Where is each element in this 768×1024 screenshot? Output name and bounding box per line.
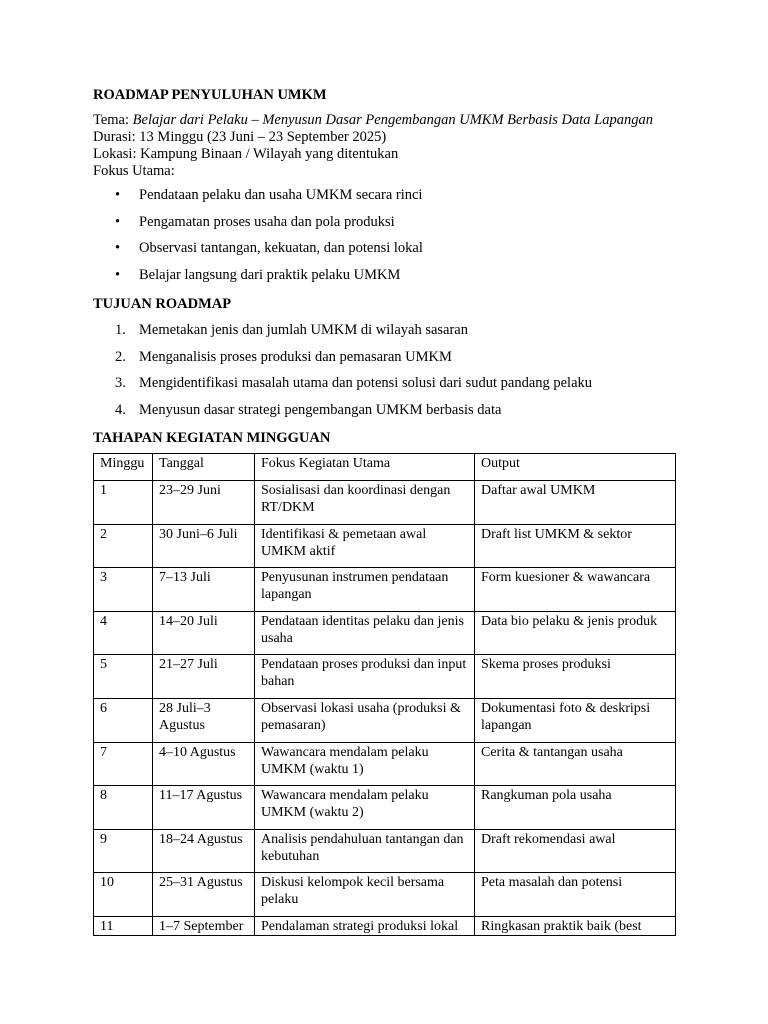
cell-output: Daftar awal UMKM <box>475 481 676 525</box>
cell-minggu: 8 <box>94 786 153 830</box>
cell-minggu: 11 <box>94 916 153 935</box>
list-item: • Observasi tantangan, kekuatan, dan potensi lokal <box>115 240 423 256</box>
cell-fokus: Identifikasi & pemetaan awal UMKM aktif <box>255 524 475 568</box>
cell-tanggal: 25–31 Agustus <box>153 873 255 917</box>
cell-output: Skema proses produksi <box>475 655 676 699</box>
cell-minggu: 5 <box>94 655 153 699</box>
table-row <box>94 916 676 935</box>
cell-fokus: Wawancara mendalam pelaku UMKM (waktu 2) <box>255 786 475 830</box>
table-row <box>94 611 676 655</box>
table-row <box>94 655 676 699</box>
lokasi-line: Lokasi: Kampung Binaan / Wilayah yang ditentukan <box>93 146 399 162</box>
fokus-line: Fokus Utama: <box>93 163 175 179</box>
cell-tanggal: 14–20 Juli <box>153 611 255 655</box>
document-title: ROADMAP PENYULUHAN UMKM <box>93 87 327 103</box>
bullet-icon: • <box>115 213 121 230</box>
tahapan-heading: TAHAPAN KEGIATAN MINGGUAN <box>93 430 331 446</box>
cell-tanggal: 23–29 Juni <box>153 481 255 525</box>
tema-line <box>93 112 683 129</box>
table-row <box>94 873 676 917</box>
list-item: 4. Menyusun dasar strategi pengembangan UMKM berbasis data <box>115 401 502 418</box>
cell-fokus: Pendataan identitas pelaku dan jenis usaha <box>255 611 475 655</box>
cell-minggu: 4 <box>94 611 153 655</box>
tujuan-heading: TUJUAN ROADMAP <box>93 296 232 312</box>
table-body <box>94 481 676 936</box>
cell-fokus: Pendalaman strategi produksi lokal <box>255 916 475 935</box>
fokus-list <box>93 187 683 293</box>
bullet-icon: • <box>115 187 121 203</box>
list-item: • Belajar langsung dari praktik pelaku UMKM <box>115 266 401 283</box>
cell-minggu: 3 <box>94 568 153 612</box>
cell-fokus: Analisis pendahuluan tantangan dan kebutuhan <box>255 829 475 873</box>
cell-output: Data bio pelaku & jenis produk <box>475 611 676 655</box>
cell-tanggal: 4–10 Agustus <box>153 742 255 786</box>
cell-minggu: 6 <box>94 698 153 742</box>
cell-tanggal: 11–17 Agustus <box>153 786 255 830</box>
cell-output: Draft rekomendasi awal <box>475 829 676 873</box>
tema-value: Belajar dari Pelaku – Menyusun Dasar Pengembangan UMKM Berbasis Data Lapangan <box>132 112 653 128</box>
list-item: • Pendataan pelaku dan usaha UMKM secara rinci <box>115 187 423 203</box>
cell-minggu: 2 <box>94 524 153 568</box>
cell-tanggal: 30 Juni–6 Juli <box>153 524 255 568</box>
list-item: 2. Menganalisis proses produksi dan pemasaran UMKM <box>115 348 452 365</box>
weekly-schedule-table <box>93 453 676 936</box>
column-header-minggu: Minggu <box>94 454 153 481</box>
cell-tanggal: 21–27 Juli <box>153 655 255 699</box>
table-row <box>94 568 676 612</box>
bullet-icon: • <box>115 240 121 256</box>
durasi-line: Durasi: 13 Minggu (23 Juni – 23 September 2025) <box>93 129 387 145</box>
cell-tanggal: 28 Juli–3 Agustus <box>153 698 255 742</box>
cell-fokus: Sosialisasi dan koordinasi dengan RT/DKM <box>255 481 475 525</box>
list-item: 1. Memetakan jenis dan jumlah UMKM di wilayah sasaran <box>115 322 468 338</box>
cell-minggu: 9 <box>94 829 153 873</box>
cell-fokus: Penyusunan instrumen pendataan lapangan <box>255 568 475 612</box>
table-row <box>94 481 676 525</box>
column-header-fokus: Fokus Kegiatan Utama <box>255 454 475 481</box>
table-row <box>94 786 676 830</box>
table-row <box>94 524 676 568</box>
cell-output: Dokumentasi foto & deskripsi lapangan <box>475 698 676 742</box>
cell-fokus: Pendataan proses produksi dan input bahan <box>255 655 475 699</box>
cell-output: Peta masalah dan potensi <box>475 873 676 917</box>
cell-tanggal: 7–13 Juli <box>153 568 255 612</box>
table-row <box>94 742 676 786</box>
column-header-tanggal: Tanggal <box>153 454 255 481</box>
list-item: 3. Mengidentifikasi masalah utama dan potensi solusi dari sudut pandang pelaku <box>115 375 593 391</box>
cell-output: Form kuesioner & wawancara <box>475 568 676 612</box>
cell-fokus: Observasi lokasi usaha (produksi & pemasaran) <box>255 698 475 742</box>
cell-tanggal: 18–24 Agustus <box>153 829 255 873</box>
cell-output: Draft list UMKM & sektor <box>475 524 676 568</box>
bullet-icon: • <box>115 266 121 283</box>
cell-tanggal: 1–7 September <box>153 916 255 935</box>
list-item: • Pengamatan proses usaha dan pola produksi <box>115 213 395 230</box>
tujuan-list <box>93 322 683 428</box>
cell-fokus: Wawancara mendalam pelaku UMKM (waktu 1) <box>255 742 475 786</box>
cell-output: Ringkasan praktik baik (best <box>475 916 676 935</box>
cell-minggu: 1 <box>94 481 153 525</box>
table-row <box>94 829 676 873</box>
cell-fokus: Diskusi kelompok kecil bersama pelaku <box>255 873 475 917</box>
tema-label: Tema: <box>93 112 133 128</box>
cell-output: Rangkuman pola usaha <box>475 786 676 830</box>
column-header-output: Output <box>475 454 676 481</box>
table-row <box>94 698 676 742</box>
cell-minggu: 10 <box>94 873 153 917</box>
meta-block <box>93 112 683 180</box>
cell-output: Cerita & tantangan usaha <box>475 742 676 786</box>
cell-minggu: 7 <box>94 742 153 786</box>
table-header-row <box>94 454 676 481</box>
document-page <box>93 86 683 448</box>
